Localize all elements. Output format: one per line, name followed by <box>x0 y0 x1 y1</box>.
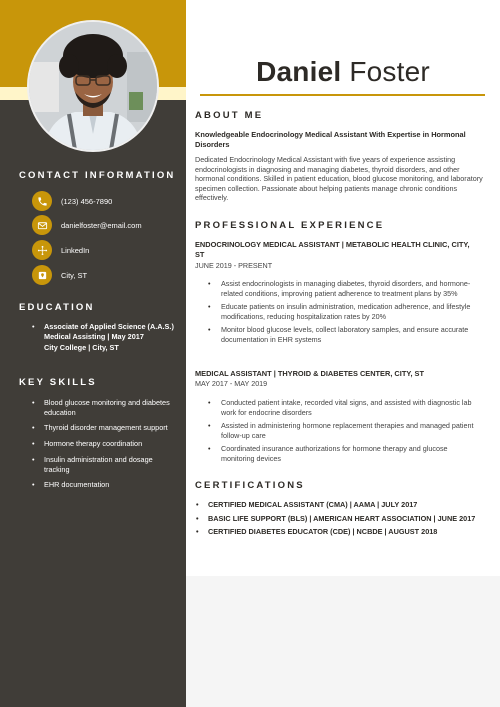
linkedin-icon <box>32 240 52 260</box>
job-bullet: • Conducted patient intake, recorded vital signs, and assisted with diagnostic lab work for endocrine disorders <box>208 398 478 417</box>
contact-email <box>32 215 142 235</box>
skill-item: • Thyroid disorder management support <box>28 423 178 433</box>
about-heading: ABOUT ME <box>195 110 264 121</box>
job-bullets <box>208 279 478 349</box>
job-dates: MAY 2017 - MAY 2019 <box>195 379 268 388</box>
skill-item: • EHR documentation <box>28 480 178 490</box>
experience-heading: PROFESSIONAL EXPERIENCE <box>195 220 385 231</box>
certifications-heading: CERTIFICATIONS <box>195 480 305 491</box>
certification-item: • CERTIFIED MEDICAL ASSISTANT (CMA) | AAMA | JULY 2017 <box>195 500 485 510</box>
first-name: Daniel <box>256 56 342 87</box>
location-icon <box>32 265 52 285</box>
job-bullet: • Assisted in administering hormone replacement therapies and managed patient follow-up care <box>208 421 478 440</box>
contact-phone <box>32 191 112 211</box>
education-heading: EDUCATION <box>19 302 95 313</box>
education-school: City College | City, ST <box>44 343 119 353</box>
phone-text[interactable]: (123) 456-7890 <box>61 196 113 206</box>
location-text: City, ST <box>61 270 88 280</box>
last-name: Foster <box>349 56 430 87</box>
skill-item: • Insulin administration and dosage tracking <box>28 455 178 474</box>
certification-item: • BASIC LIFE SUPPORT (BLS) | AMERICAN HEART ASSOCIATION | JUNE 2017 <box>195 514 485 524</box>
certification-item: • CERTIFIED DIABETES EDUCATOR (CDE) | NCBDE | AUGUST 2018 <box>195 527 485 537</box>
contact-linkedin <box>32 240 89 260</box>
candidate-name <box>186 56 500 88</box>
job-title: ENDOCRINOLOGY MEDICAL ASSISTANT | METABOLIC HEALTH CLINIC, CITY, ST <box>195 240 470 259</box>
certifications-list <box>195 500 485 541</box>
education-degree: • Associate of Applied Science (A.A.S.) Medical Assisting | May 2017 <box>44 322 174 341</box>
profile-photo <box>27 20 159 152</box>
skill-item: • Hormone therapy coordination <box>28 439 178 449</box>
linkedin-text[interactable]: LinkedIn <box>61 245 90 255</box>
skills-heading: KEY SKILLS <box>19 377 97 388</box>
job-title: MEDICAL ASSISTANT | THYROID & DIABETES CENTER, CITY, ST <box>195 369 424 378</box>
about-title: Knowledgeable Endocrinology Medical Assistant With Expertise in Hormonal Disorders <box>195 130 466 149</box>
job-dates: JUNE 2019 - PRESENT <box>195 261 273 270</box>
job-bullet: • Assist endocrinologists in managing diabetes, thyroid disorders, and hormone-related conditions, improving patient adherence to treatment plans by 35% <box>208 279 478 298</box>
contact-heading: CONTACT INFORMATION <box>19 170 176 181</box>
contact-location <box>32 265 87 285</box>
portrait-illustration <box>29 22 157 150</box>
job-bullets <box>208 398 478 468</box>
name-underline <box>200 94 485 96</box>
job-bullet: • Coordinated insurance authorizations for hormone therapy and glucose monitoring devices <box>208 444 478 463</box>
email-text[interactable]: danielfoster@email.com <box>61 220 142 230</box>
main-panel-footer <box>186 576 500 707</box>
education-list <box>28 322 178 359</box>
skill-item: • Blood glucose monitoring and diabetes education <box>28 398 178 417</box>
skills-list <box>28 398 178 496</box>
phone-icon <box>32 191 52 211</box>
education-item <box>28 322 178 353</box>
about-body: Dedicated Endocrinology Medical Assistant with five years of experience assisting endocrinologists in diagnosing and managing diabetes, thyroid disorders, and other hormonal conditions. Skilled in patient education, blood glucose monitoring, and laboratory specimen collection. Passionate about helping patients manage chronic conditions effectively. <box>195 155 483 203</box>
email-icon <box>32 215 52 235</box>
job-bullet: • Educate patients on insulin administration, medication adherence, and lifestyle modifications, reducing hospitalization rates by 20% <box>208 302 478 321</box>
job-bullet: • Monitor blood glucose levels, collect laboratory samples, and ensure accurate documentation in EHR systems <box>208 325 478 344</box>
